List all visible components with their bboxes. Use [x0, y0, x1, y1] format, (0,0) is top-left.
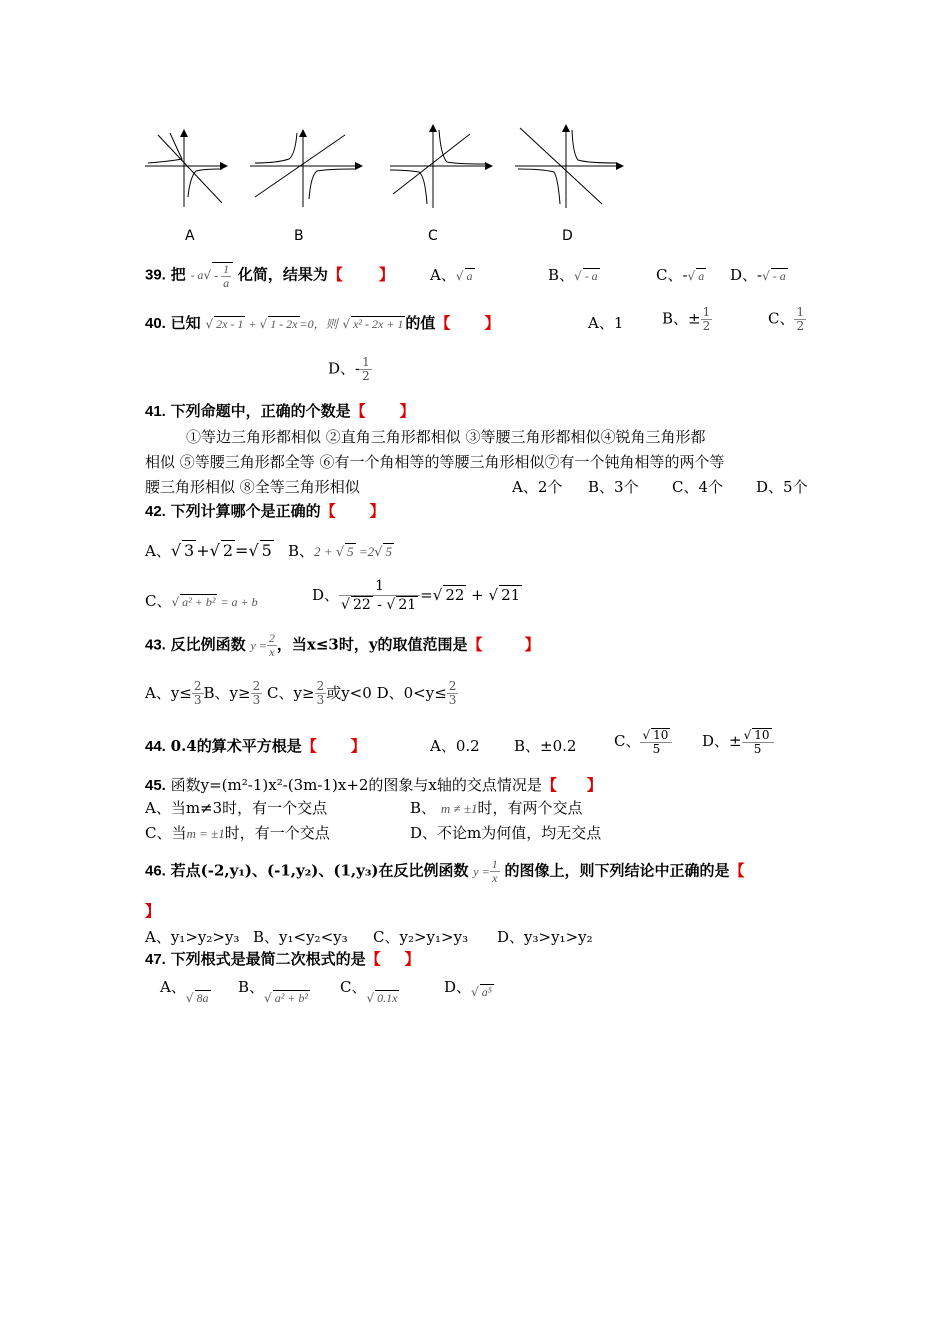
- q43-option-b-label: B、y≥: [203, 683, 251, 702]
- q46-option-b[interactable]: B、y₁<y₂<y₃: [253, 928, 348, 946]
- q39-option-d[interactable]: D、-√ - a: [730, 266, 786, 284]
- q43-c-num: 2: [316, 679, 325, 693]
- q43: [145, 632, 540, 659]
- q46-y: y =: [473, 864, 490, 879]
- q40-option-d[interactable]: [328, 356, 372, 383]
- q39-option-c-label: C、-: [656, 266, 688, 284]
- q40-option-c-label: C、: [768, 309, 795, 328]
- q39-frac-num: 1: [223, 262, 230, 276]
- q44-c-den: 5: [652, 742, 661, 756]
- q44-option-c-label: C、: [614, 732, 641, 750]
- q40-root1: 2x - 1: [216, 317, 244, 331]
- q47-d-root: a⁵: [481, 985, 492, 999]
- q43-d-num: 2: [448, 679, 457, 693]
- q46-num: 1: [491, 857, 498, 871]
- q42-a-eq: =: [235, 541, 249, 560]
- q46-bracket-open: 【: [729, 861, 745, 880]
- q40-b-num: 1: [702, 305, 711, 319]
- q47-text: 下列根式是最简二次根式的是: [170, 950, 366, 968]
- q45-option-b[interactable]: [410, 797, 583, 818]
- q43-option-a-label: A、y≤: [145, 683, 192, 702]
- graph-label-c: C: [428, 228, 438, 244]
- q41-option-d[interactable]: D、5个: [756, 478, 808, 496]
- q47-b-root: a² + b²: [274, 991, 308, 1005]
- q40-c-den: 2: [796, 319, 805, 333]
- q41-bracket-close: 】: [399, 402, 415, 420]
- q43-c-den: 3: [316, 693, 325, 707]
- q43-options: [145, 680, 458, 707]
- q40-b-den: 2: [702, 319, 711, 333]
- q39-option-c-expr: a: [698, 269, 705, 283]
- q39-option-b[interactable]: B、√ - a: [548, 266, 598, 284]
- graph-a: [140, 125, 235, 210]
- q42-b-r5: 5: [347, 544, 354, 559]
- q41-number: 41.: [145, 403, 166, 420]
- q42-b-r5b: 5: [385, 544, 392, 559]
- q42-bracket-open: 【: [320, 502, 336, 520]
- q47-option-d-label: D、: [444, 978, 472, 996]
- q39-neg-a: - a: [190, 268, 204, 283]
- q47-option-c-label: C、: [340, 978, 367, 996]
- q42-d-num: 1: [339, 578, 420, 596]
- q43-bracket-open: 【: [467, 635, 483, 654]
- q39-expr: - a√ - $\frac{1}{a}$: [190, 268, 233, 282]
- q39-option-a-expr: a: [466, 269, 473, 283]
- q44-option-d-label: D、±: [702, 732, 742, 750]
- q41-line3: 腰三角形相似 ⑧全等三角形相似: [145, 478, 360, 496]
- q47-c-root: 0.1x: [377, 991, 398, 1005]
- q43-den: x: [269, 645, 275, 659]
- q45-option-b-label: B、: [410, 799, 437, 817]
- q42-d-plus: +: [466, 586, 489, 604]
- graph-label-d: D: [562, 228, 573, 244]
- q44-number: 44.: [145, 738, 166, 755]
- q42-d-r21b: 21: [501, 586, 521, 604]
- q46-text: 若点(-2,y₁)、(-1,y₂)、(1,y₃)在反比例函数: [170, 861, 469, 880]
- q46: [145, 858, 745, 885]
- q43-option-c-label: C、y≥: [267, 683, 315, 702]
- q39-option-b-expr: - a: [584, 269, 598, 283]
- q41-text: 下列命题中，正确的个数是: [170, 402, 351, 420]
- q41-option-b[interactable]: B、3个: [588, 478, 639, 496]
- q47-option-d[interactable]: D、$_{√ a^5}$: [444, 978, 492, 999]
- q40-text2: 的值: [405, 314, 436, 332]
- q39-bracket-open: 【: [327, 265, 343, 284]
- q39-option-c[interactable]: C、-√ a: [656, 266, 705, 284]
- q44-option-d[interactable]: D、± $\frac{√ 10}{5}$: [702, 728, 774, 756]
- q42-c-root: a² + b²: [182, 595, 216, 609]
- q44-d-den: 5: [753, 742, 762, 756]
- q45-option-b-tail: 时，有两个交点: [477, 799, 583, 817]
- q47-a-root: 8a: [196, 991, 209, 1005]
- q42-option-b-label: B、: [288, 542, 315, 560]
- q39-option-b-label: B、: [548, 266, 575, 284]
- q47-option-a[interactable]: A、$_{√ 8a}$: [160, 978, 209, 1005]
- q45: [145, 774, 602, 795]
- q40-option-c[interactable]: [768, 306, 806, 333]
- q42-a-r2: 2: [222, 541, 234, 560]
- q44: [145, 735, 366, 756]
- q46-option-c[interactable]: C、y₂>y₁>y₃: [373, 928, 469, 946]
- q43-option-c-tail: 或y<0: [326, 683, 372, 702]
- q39-option-d-expr: - a: [772, 269, 786, 283]
- q43-b-den: 3: [252, 693, 261, 707]
- q43-bracket-close: 】: [524, 635, 540, 654]
- q43-option-d-label: D、0<y≤: [376, 683, 447, 702]
- q39-option-a[interactable]: A、√ a: [430, 266, 473, 284]
- q45-c-math: m = ±1: [186, 826, 225, 841]
- q40-eq: =0，则: [299, 317, 338, 331]
- graph-d: [510, 120, 630, 210]
- q40-text: 已知: [170, 314, 201, 332]
- q40: 40. 已知 √ 2x - 1 + √ 1 - 2x =0，则 √ x² - 2x + 1 的值【 】: [145, 314, 500, 332]
- graph-b: [245, 125, 370, 210]
- q41-bracket-open: 【: [350, 402, 366, 420]
- q40-option-b[interactable]: [662, 306, 712, 333]
- q44-option-c[interactable]: C、 $\frac{√ 10}{5}$: [614, 728, 672, 756]
- q39-option-d-label: D、-: [730, 266, 763, 284]
- q40-d-den: 2: [362, 369, 370, 383]
- q41-line2: 相似 ⑤等腰三角形都全等 ⑥有一个角相等的等腰三角形相似⑦有一个钝角相等的两个等: [145, 453, 725, 471]
- q45-bracket-open: 【: [541, 776, 557, 794]
- q43-a-den: 3: [193, 693, 202, 707]
- q41: [145, 400, 415, 421]
- q40-plus: +: [245, 317, 260, 331]
- q43-number: 43.: [145, 636, 166, 654]
- q42-text: 下列计算哪个是正确的: [170, 502, 321, 520]
- q42-option-c-label: C、: [145, 592, 172, 610]
- q43-d-den: 3: [448, 693, 457, 707]
- q41-option-a[interactable]: A、2个: [512, 478, 563, 496]
- q45-option-c-label: C、当: [145, 824, 187, 842]
- q45-number: 45.: [145, 777, 166, 794]
- q42-c-eq: = a + b: [217, 595, 258, 609]
- q43-text: 反比例函数: [170, 635, 246, 654]
- q46-den: x: [492, 871, 498, 885]
- q42-option-a[interactable]: A、√ 3 +√ 2 =√ 5: [145, 541, 272, 560]
- q44-option-a[interactable]: A、0.2: [430, 737, 480, 755]
- q46-bracket-close: 】: [145, 902, 161, 920]
- graph-label-b: B: [294, 228, 304, 244]
- q43-text2: ，当x≤3时，y的取值范围是: [276, 635, 468, 654]
- q47-option-b[interactable]: B、$_{√ a^2 + b^2}$: [238, 978, 308, 1005]
- q42-d-r21: 21: [398, 597, 417, 613]
- q45-option-a[interactable]: A、当m≠3时，有一个交点: [145, 799, 328, 817]
- q45-option-c-tail: 时，有一个交点: [224, 824, 330, 842]
- q42-b-eq: =2: [355, 544, 375, 559]
- q47: [145, 948, 420, 969]
- q39-text2: 化简，结果为: [237, 265, 328, 284]
- q44-bracket-open: 【: [301, 737, 317, 755]
- q43-option-c[interactable]: [267, 679, 372, 707]
- q46-option-a[interactable]: A、y₁>y₂>y₃: [145, 928, 240, 946]
- q44-d-root: 10: [754, 728, 770, 742]
- q45-b-math: m ≠ ±1: [440, 801, 478, 816]
- q42-number: 42.: [145, 503, 166, 520]
- q42-d-r22b: 22: [445, 586, 465, 604]
- q47-option-c[interactable]: C、$_{√ 0.1x}$: [340, 978, 398, 1005]
- q47-number: 47.: [145, 951, 166, 968]
- q44-text: 0.4的算术平方根是: [170, 737, 302, 755]
- q44-bracket-close: 】: [350, 737, 366, 755]
- q42-d-eq: =: [420, 586, 433, 604]
- q43-option-b[interactable]: [203, 679, 263, 707]
- q39-number: 39.: [145, 266, 166, 284]
- q43-a-num: 2: [193, 679, 202, 693]
- q42-a-r5: 5: [261, 541, 272, 560]
- q43-option-d[interactable]: [376, 679, 459, 707]
- q46-option-d[interactable]: D、y₃>y₁>y₂: [497, 928, 593, 946]
- q46-number: 46.: [145, 862, 166, 880]
- q41-line1: ①等边三角形都相似 ②直角三角形都相似 ③等腰三角形都相似④锐角三角形都: [186, 428, 706, 446]
- q41-option-c[interactable]: C、4个: [672, 478, 724, 496]
- q39-text: 把: [170, 265, 186, 284]
- q40-root2: 1 - 2x: [270, 317, 298, 331]
- q42-option-d-label: D、: [312, 586, 340, 604]
- q42-d-r22: 22: [352, 597, 371, 613]
- q43-num: 2: [268, 631, 275, 645]
- q47-option-a-label: A、: [160, 978, 186, 996]
- q39-frac-den: a: [223, 276, 230, 290]
- q42: [145, 500, 385, 521]
- q47-option-b-label: B、: [238, 978, 265, 996]
- q42-option-a-label: A、: [145, 542, 171, 560]
- q45-option-d[interactable]: D、不论m为何值，均无交点: [410, 824, 602, 842]
- q42-a-r3: 3: [184, 541, 195, 560]
- q40-option-d-label: D、-: [328, 359, 361, 378]
- q45-bracket-close: 】: [586, 776, 602, 794]
- q40-root3: x² - 2x + 1: [353, 317, 404, 331]
- q40-bracket-open: 【: [435, 314, 451, 332]
- q40-bracket-close: 】: [484, 314, 500, 332]
- q40-c-num: 1: [796, 305, 805, 319]
- q39-bracket-close: 】: [378, 265, 394, 284]
- q40-d-num: 1: [362, 355, 370, 369]
- q47-bracket-close: 】: [404, 950, 420, 968]
- q42-option-c[interactable]: C、√ a² + b² = a + b: [145, 592, 258, 610]
- q42-b-two: 2 +: [314, 544, 336, 559]
- graph-label-a: A: [185, 228, 195, 244]
- q45-text: 函数y=(m²-1)x²-(3m-1)x+2的图象与x轴的交点情况是: [170, 776, 542, 794]
- q42-option-d[interactable]: D、 $\frac{1}{√ 22 - √ 21}$ =√ 22 + √ 21: [312, 578, 521, 613]
- q43-b-num: 2: [252, 679, 261, 693]
- q40-number: 40.: [145, 315, 166, 332]
- q44-c-root: 10: [653, 728, 669, 742]
- q43-y: y =: [250, 638, 267, 653]
- q44-option-b[interactable]: B、±0.2: [514, 737, 577, 755]
- q42-d-minus: -: [372, 597, 387, 613]
- q40-option-a[interactable]: A、1: [588, 314, 624, 332]
- q42-option-b[interactable]: B、2 + √ 5 =2√ 5: [288, 542, 392, 560]
- q43-option-a[interactable]: [145, 679, 204, 707]
- q40-option-b-label: B、±: [662, 309, 701, 328]
- q47-bracket-open: 【: [365, 950, 381, 968]
- graph-c: [385, 120, 500, 210]
- q39-option-a-label: A、: [430, 266, 456, 284]
- q46-text2: 的图像上，则下列结论中正确的是: [504, 861, 730, 880]
- q42-bracket-close: 】: [369, 502, 385, 520]
- q45-option-c[interactable]: [145, 822, 330, 843]
- q39: [145, 262, 394, 290]
